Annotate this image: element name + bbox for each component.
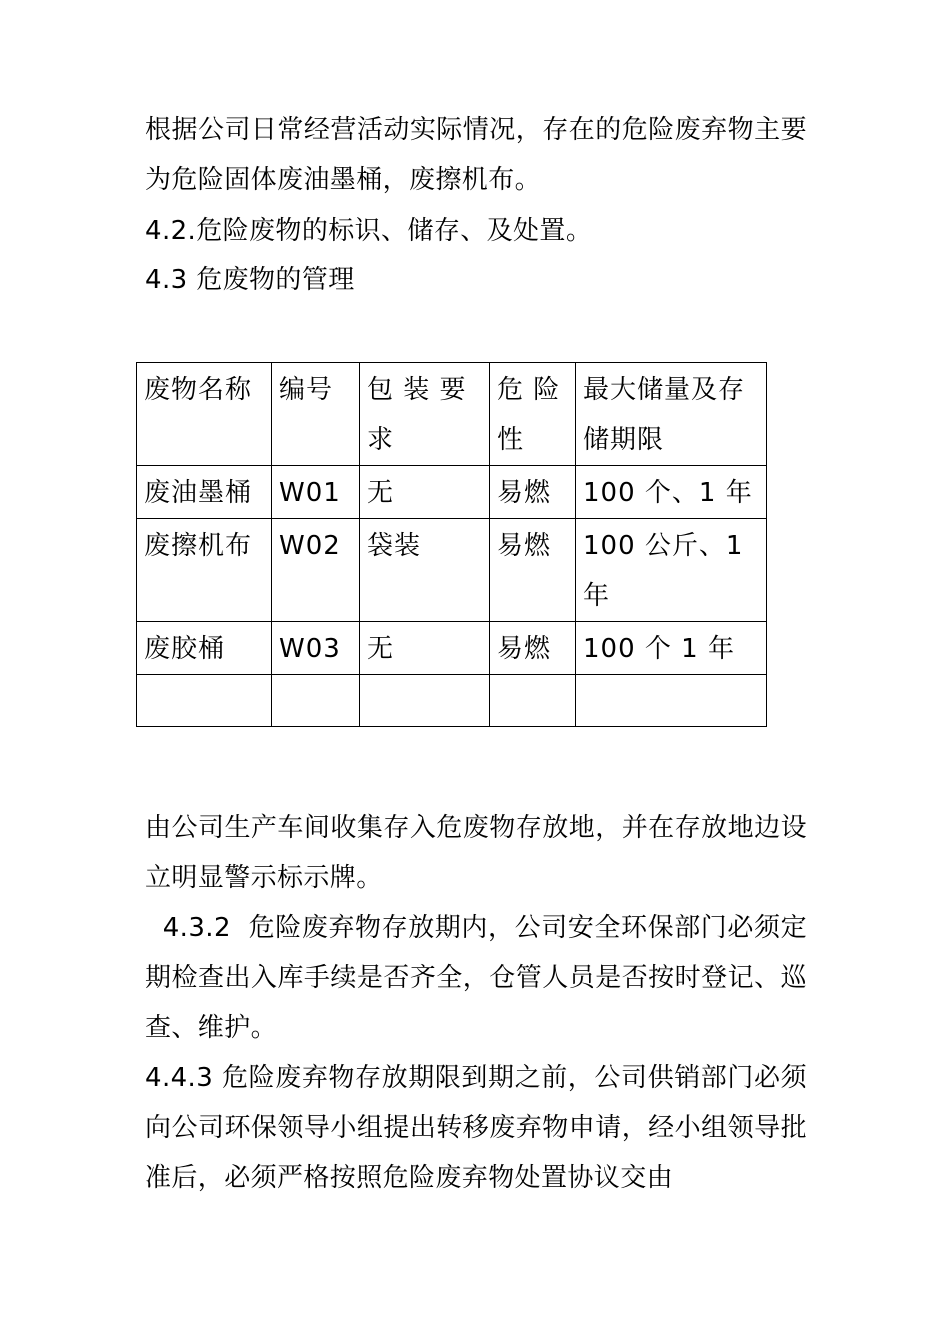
cell-max-storage: 100 公斤、1 年 — [576, 519, 767, 622]
table-row — [137, 466, 767, 519]
cell-code: W02 — [272, 519, 360, 622]
cell-packaging — [360, 675, 490, 727]
cell-code: W03 — [272, 622, 360, 675]
table-row — [137, 622, 767, 675]
cell-waste-name — [137, 675, 272, 727]
cell-waste-name: 废擦机布 — [137, 519, 272, 622]
header-cell-waste-name: 废物名称 — [137, 363, 272, 466]
cell-hazard — [490, 675, 576, 727]
section-heading-4-2: 4.2.危险废物的标识、储存、及处置。 — [145, 216, 593, 246]
collection-paragraph: 由公司生产车间收集存入危废物存放地，并在存放地边设立明显警示标示牌。 — [145, 813, 807, 893]
paragraph-4-3-2: 4.3.2 危险废弃物存放期内，公司安全环保部门必须定期检查出入库手续是否齐全，仓管人员是否按时登记、巡查、维护。 — [145, 913, 807, 1043]
cell-packaging: 无 — [360, 466, 490, 519]
cell-max-storage: 100 个、1 年 — [576, 466, 767, 519]
hazardous-waste-table — [136, 362, 767, 727]
cell-code: W01 — [272, 466, 360, 519]
cell-waste-name: 废胶桶 — [137, 622, 272, 675]
cell-packaging: 无 — [360, 622, 490, 675]
table-row-empty — [137, 675, 767, 727]
cell-code — [272, 675, 360, 727]
header-cell-max-storage: 最大储量及存储期限 — [576, 363, 767, 466]
header-cell-packaging: 包 装 要 求 — [360, 363, 490, 466]
intro-paragraph: 根据公司日常经营活动实际情况，存在的危险废弃物主要为危险固体废油墨桶，废擦机布。 — [145, 115, 807, 195]
table-double-border — [766, 362, 767, 717]
header-cell-hazard: 危 险 性 — [490, 363, 576, 466]
table-header-row — [137, 363, 767, 466]
cell-hazard: 易燃 — [490, 519, 576, 622]
cell-hazard: 易燃 — [490, 622, 576, 675]
cell-waste-name: 废油墨桶 — [137, 466, 272, 519]
header-cell-code: 编号 — [272, 363, 360, 466]
section-heading-4-3: 4.3 危废物的管理 — [145, 265, 355, 295]
cell-hazard: 易燃 — [490, 466, 576, 519]
cell-max-storage: 100 个 1 年 — [576, 622, 767, 675]
paragraph-4-4-3: 4.4.3 危险废弃物存放期限到期之前，公司供销部门必须向公司环保领导小组提出转移废弃物申请，经小组领导批准后，必须严格按照危险废弃物处置协议交由 — [145, 1063, 807, 1193]
cell-packaging: 袋装 — [360, 519, 490, 622]
table-row — [137, 519, 767, 622]
cell-max-storage — [576, 675, 767, 727]
